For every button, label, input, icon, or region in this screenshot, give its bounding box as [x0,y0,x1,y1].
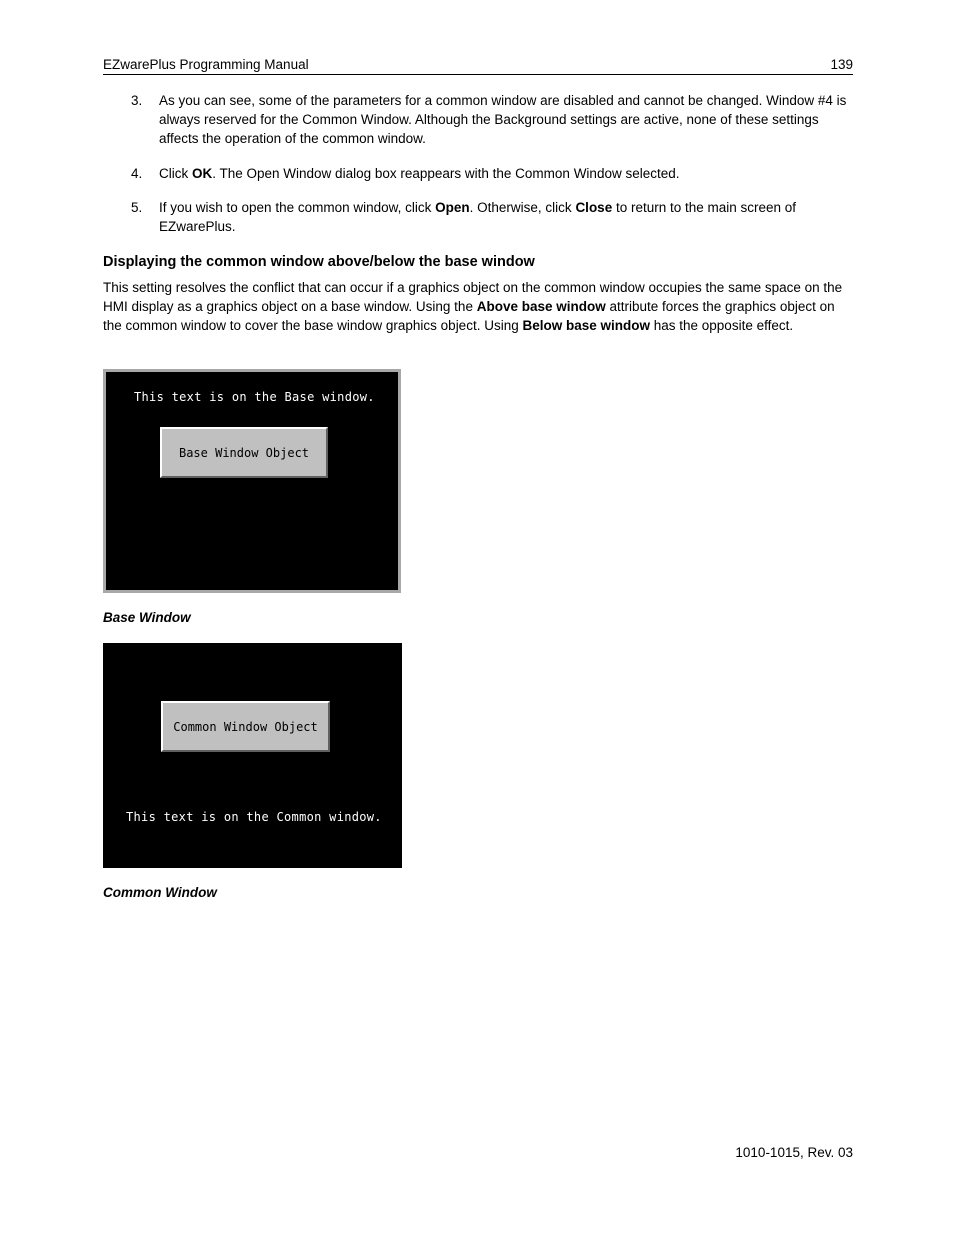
step-text: As you can see, some of the parameters for a common window are disabled and cannot be changed. Window #4 is always reserved for the Common Window. Although the Background settings are active, none of these settings affects the operation of the common window. [159,93,847,146]
ok-keyword: OK [192,166,213,181]
below-base-window-keyword: Below base window [522,318,650,333]
common-window-object-button: Common Window Object [161,701,330,752]
step-3 [131,91,853,148]
step-number: 3. [131,93,143,108]
document-revision: 1010-1015, Rev. 03 [735,1145,853,1160]
step-text: If you wish to open the common window, click Open. Otherwise, click Close to return to the main screen of EZwarePlus. [159,200,797,234]
base-window-caption: Base Window [103,610,191,625]
manual-title: EZwarePlus Programming Manual [103,57,309,72]
base-window-screenshot [103,369,401,593]
base-window-text: This text is on the Base window. [134,390,375,404]
common-window-screenshot [103,643,402,868]
step-5 [131,198,853,236]
step-text: Click OK. The Open Window dialog box reappears with the Common Window selected. [159,166,680,181]
open-keyword: Open [435,200,470,215]
above-base-window-keyword: Above base window [476,299,606,314]
section-body: This setting resolves the conflict that can occur if a graphics object on the common window occupies the same space on the HMI display as a graphics object on a base window. Using the Above base window attribute forces the graphics object on the common window to cover the base window graphics object. Using Below base window has the opposite effect. [103,280,843,333]
common-window-caption: Common Window [103,885,217,900]
close-keyword: Close [575,200,613,215]
base-window-object-button: Base Window Object [160,427,328,478]
page-number: 139 [830,57,853,72]
section-heading: Displaying the common window above/below the base window [103,254,535,270]
step-number: 4. [131,166,143,181]
common-window-text: This text is on the Common window. [126,810,382,824]
step-4 [131,164,853,183]
page-header [103,56,853,75]
step-number: 5. [131,200,143,215]
